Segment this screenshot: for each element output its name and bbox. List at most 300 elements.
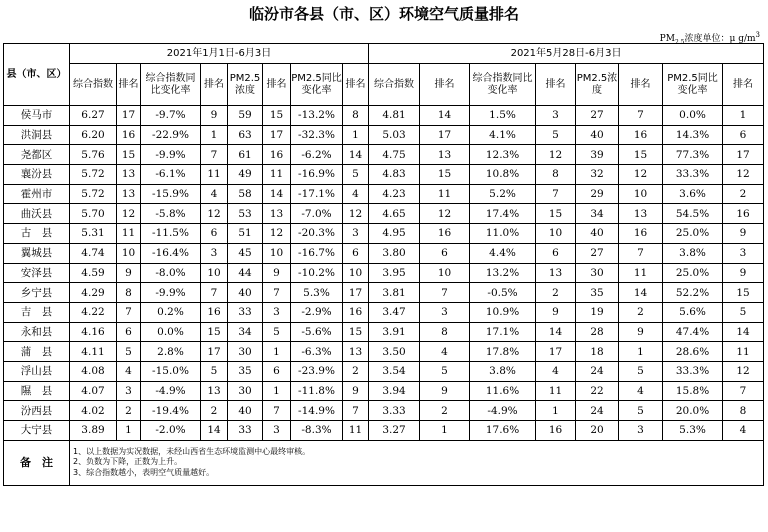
p1-rank-header: 排名: [343, 64, 369, 106]
note-line: 1、以上数据为实况数据，未经山西省生态环境监测中心最终审核。: [73, 446, 311, 456]
table-cell: -8.3%: [291, 421, 343, 441]
table-cell: 5: [117, 342, 141, 362]
table-cell: -23.9%: [291, 361, 343, 381]
table-cell: 4: [723, 421, 764, 441]
table-cell: 13.2%: [470, 263, 536, 283]
table-cell: 2: [723, 184, 764, 204]
table-cell: 3: [117, 381, 141, 401]
table-cell: 4.22: [70, 302, 117, 322]
table-row: [4, 283, 764, 303]
table-cell: 17.1%: [470, 322, 536, 342]
table-cell: 3.89: [70, 421, 117, 441]
county-name-cell: 尧都区: [4, 145, 70, 165]
ranking-table: [3, 43, 764, 486]
table-cell: 12: [536, 145, 576, 165]
table-cell: 11: [201, 165, 228, 185]
county-name-cell: 汾西县: [4, 401, 70, 421]
table-cell: -9.9%: [141, 283, 201, 303]
table-cell: 16: [619, 125, 663, 145]
table-cell: 3: [619, 421, 663, 441]
table-cell: 14.3%: [663, 125, 723, 145]
table-cell: 4: [343, 184, 369, 204]
table-cell: 17.8%: [470, 342, 536, 362]
table-cell: 24: [576, 401, 619, 421]
note-line: 3、综合指数越小，表明空气质量越好。: [73, 467, 215, 477]
p1-composite-index-header: 综合指数: [70, 64, 117, 106]
p2-index-change-header: 综合指数同比变化率: [470, 64, 536, 106]
county-name-cell: 安泽县: [4, 263, 70, 283]
table-cell: 5: [723, 302, 764, 322]
table-cell: 11: [263, 165, 291, 185]
county-name-cell: 大宁县: [4, 421, 70, 441]
table-cell: 6: [420, 243, 470, 263]
table-cell: 2: [420, 401, 470, 421]
table-cell: 32: [576, 165, 619, 185]
table-cell: 9: [420, 381, 470, 401]
table-cell: 0.0%: [141, 322, 201, 342]
p1-index-change-header: 综合指数同比变化率: [141, 64, 201, 106]
table-cell: 6.20: [70, 125, 117, 145]
table-cell: 3.80: [369, 243, 420, 263]
table-row: [4, 322, 764, 342]
table-cell: 25.0%: [663, 263, 723, 283]
table-cell: 40: [228, 401, 263, 421]
table-cell: -11.5%: [141, 224, 201, 244]
table-row: [4, 361, 764, 381]
table-cell: 3.47: [369, 302, 420, 322]
table-cell: -9.9%: [141, 145, 201, 165]
table-cell: 0.0%: [663, 106, 723, 126]
table-cell: 14: [723, 322, 764, 342]
table-cell: 2: [201, 401, 228, 421]
table-cell: 5.72: [70, 184, 117, 204]
table-cell: 10: [263, 243, 291, 263]
table-cell: -14.9%: [291, 401, 343, 421]
table-cell: 2: [343, 361, 369, 381]
county-name-cell: 翼城县: [4, 243, 70, 263]
county-name-cell: 洪洞县: [4, 125, 70, 145]
table-cell: 3.81: [369, 283, 420, 303]
table-row: [4, 263, 764, 283]
table-cell: 12: [343, 204, 369, 224]
table-cell: 39: [576, 145, 619, 165]
p1-rank-header: 排名: [117, 64, 141, 106]
county-name-cell: 永和县: [4, 322, 70, 342]
table-cell: 17: [117, 106, 141, 126]
table-cell: 16: [117, 125, 141, 145]
table-cell: 10: [117, 243, 141, 263]
note-line: 2、负数为下降，正数为上升。: [73, 457, 183, 467]
table-cell: 14: [343, 145, 369, 165]
table-cell: 14: [420, 106, 470, 126]
table-cell: 7: [420, 283, 470, 303]
table-cell: 28: [576, 322, 619, 342]
table-cell: 17.4%: [470, 204, 536, 224]
table-cell: 13: [619, 204, 663, 224]
table-cell: 7: [619, 243, 663, 263]
table-cell: 33: [228, 302, 263, 322]
table-cell: -2.0%: [141, 421, 201, 441]
table-cell: -9.7%: [141, 106, 201, 126]
table-cell: -0.5%: [470, 283, 536, 303]
p1-rank-header: 排名: [263, 64, 291, 106]
table-cell: 13: [343, 342, 369, 362]
table-cell: 3: [201, 243, 228, 263]
table-cell: -16.9%: [291, 165, 343, 185]
county-name-cell: 吉 县: [4, 302, 70, 322]
table-cell: 28.6%: [663, 342, 723, 362]
table-row: [4, 184, 764, 204]
table-cell: 4: [420, 342, 470, 362]
table-row: [4, 381, 764, 401]
table-cell: 22: [576, 381, 619, 401]
table-cell: -17.1%: [291, 184, 343, 204]
table-row: [4, 165, 764, 185]
table-cell: -4.9%: [141, 381, 201, 401]
table-cell: 17: [263, 125, 291, 145]
table-cell: 35: [228, 361, 263, 381]
table-cell: 3.6%: [663, 184, 723, 204]
table-cell: 18: [576, 342, 619, 362]
p1-rank-header: 排名: [201, 64, 228, 106]
table-cell: 16: [263, 145, 291, 165]
table-cell: 53: [228, 204, 263, 224]
table-cell: 27: [576, 106, 619, 126]
table-cell: 33.3%: [663, 165, 723, 185]
table-cell: 8: [343, 106, 369, 126]
table-cell: 7: [619, 106, 663, 126]
table-cell: 11.6%: [470, 381, 536, 401]
p2-rank-header: 排名: [723, 64, 764, 106]
table-cell: -7.0%: [291, 204, 343, 224]
table-cell: 27: [576, 243, 619, 263]
table-cell: 1: [619, 342, 663, 362]
table-cell: -5.8%: [141, 204, 201, 224]
table-cell: 4: [536, 361, 576, 381]
table-cell: 4: [201, 184, 228, 204]
table-cell: 1: [263, 342, 291, 362]
table-cell: 5.6%: [663, 302, 723, 322]
table-cell: 4: [619, 381, 663, 401]
table-cell: 4.81: [369, 106, 420, 126]
table-cell: 10: [619, 184, 663, 204]
table-cell: 15: [619, 145, 663, 165]
table-row: [4, 243, 764, 263]
table-cell: 2: [536, 283, 576, 303]
table-cell: 3: [536, 106, 576, 126]
table-cell: -32.3%: [291, 125, 343, 145]
table-cell: 5.03: [369, 125, 420, 145]
table-cell: -15.9%: [141, 184, 201, 204]
table-cell: 15: [343, 322, 369, 342]
table-cell: -11.8%: [291, 381, 343, 401]
table-cell: 17: [343, 283, 369, 303]
table-cell: 13: [201, 381, 228, 401]
table-cell: 4.4%: [470, 243, 536, 263]
table-row: [4, 302, 764, 322]
county-name-cell: 霍州市: [4, 184, 70, 204]
p2-pm25-change-header: PM2.5同比变化率: [663, 64, 723, 106]
table-cell: -10.2%: [291, 263, 343, 283]
table-cell: 11.0%: [470, 224, 536, 244]
table-cell: 9: [723, 224, 764, 244]
table-body: [4, 106, 764, 441]
table-cell: 14: [536, 322, 576, 342]
table-cell: 4.16: [70, 322, 117, 342]
table-cell: 9: [117, 263, 141, 283]
table-cell: 4.29: [70, 283, 117, 303]
table-cell: 11: [343, 421, 369, 441]
table-row: [4, 224, 764, 244]
table-cell: 6: [723, 125, 764, 145]
table-cell: 9: [263, 263, 291, 283]
table-cell: 40: [576, 224, 619, 244]
table-cell: -19.4%: [141, 401, 201, 421]
county-name-cell: 曲沃县: [4, 204, 70, 224]
table-cell: 3.27: [369, 421, 420, 441]
table-cell: 47.4%: [663, 322, 723, 342]
table-cell: 3.54: [369, 361, 420, 381]
table-cell: 16: [536, 421, 576, 441]
table-cell: 44: [228, 263, 263, 283]
table-cell: 1.5%: [470, 106, 536, 126]
table-cell: 8: [536, 165, 576, 185]
table-cell: 16: [619, 224, 663, 244]
table-cell: 13: [117, 165, 141, 185]
county-name-cell: 襄汾县: [4, 165, 70, 185]
table-cell: 3: [263, 302, 291, 322]
table-cell: 6: [536, 243, 576, 263]
table-cell: 61: [228, 145, 263, 165]
table-cell: 30: [228, 342, 263, 362]
table-cell: 12.3%: [470, 145, 536, 165]
table-cell: 20: [576, 421, 619, 441]
table-cell: 17: [536, 342, 576, 362]
table-cell: 8: [420, 322, 470, 342]
p2-rank-header: 排名: [536, 64, 576, 106]
table-cell: -16.4%: [141, 243, 201, 263]
table-cell: -15.0%: [141, 361, 201, 381]
table-cell: 1: [420, 421, 470, 441]
table-cell: 8: [117, 283, 141, 303]
table-cell: 12: [420, 204, 470, 224]
table-cell: 12: [723, 165, 764, 185]
period1-header: 2021年1月1日-6月3日: [70, 44, 369, 64]
table-cell: 1: [201, 125, 228, 145]
table-row: [4, 421, 764, 441]
table-cell: 12: [619, 165, 663, 185]
table-cell: 51: [228, 224, 263, 244]
table-cell: 10: [420, 263, 470, 283]
table-cell: -6.1%: [141, 165, 201, 185]
table-cell: 2.8%: [141, 342, 201, 362]
table-cell: 52.2%: [663, 283, 723, 303]
table-cell: 7: [343, 401, 369, 421]
table-cell: 4.65: [369, 204, 420, 224]
p2-rank-header: 排名: [619, 64, 663, 106]
table-cell: 1: [536, 401, 576, 421]
table-cell: -6.3%: [291, 342, 343, 362]
table-cell: 15: [420, 165, 470, 185]
table-cell: 3: [263, 421, 291, 441]
table-cell: 3: [420, 302, 470, 322]
table-cell: 17: [201, 342, 228, 362]
table-cell: 12: [201, 204, 228, 224]
table-cell: 9: [536, 302, 576, 322]
table-cell: 15.8%: [663, 381, 723, 401]
table-cell: 4.08: [70, 361, 117, 381]
table-cell: 7: [263, 401, 291, 421]
table-cell: -20.3%: [291, 224, 343, 244]
table-cell: 1: [343, 125, 369, 145]
table-cell: 49: [228, 165, 263, 185]
table-cell: -13.2%: [291, 106, 343, 126]
table-cell: 4.11: [70, 342, 117, 362]
p1-pm25-change-header: PM2.5同比变化率: [291, 64, 343, 106]
table-row: [4, 106, 764, 126]
table-cell: 34: [576, 204, 619, 224]
table-cell: 3.95: [369, 263, 420, 283]
table-cell: 5.3%: [663, 421, 723, 441]
table-cell: 3.50: [369, 342, 420, 362]
table-cell: 17: [420, 125, 470, 145]
table-cell: 11: [420, 184, 470, 204]
table-cell: 6: [343, 243, 369, 263]
table-cell: 4.59: [70, 263, 117, 283]
table-cell: 4.83: [369, 165, 420, 185]
table-cell: 6: [117, 322, 141, 342]
table-row: [4, 204, 764, 224]
table-cell: 14: [263, 184, 291, 204]
table-cell: 1: [117, 421, 141, 441]
table-cell: 3.8%: [470, 361, 536, 381]
table-cell: 15: [723, 283, 764, 303]
p2-pm25-header: PM2.5浓度: [576, 64, 619, 106]
table-cell: 12: [723, 361, 764, 381]
table-cell: 16: [343, 302, 369, 322]
table-cell: -16.7%: [291, 243, 343, 263]
p1-pm25-header: PM2.5浓度: [228, 64, 263, 106]
unit-label: $PM_{2.5}$浓度单位：μ $g/m^3$: [659, 31, 760, 46]
p2-composite-index-header: 综合指数: [369, 64, 420, 106]
table-cell: 11: [117, 224, 141, 244]
table-cell: 15: [117, 145, 141, 165]
table-cell: 6.27: [70, 106, 117, 126]
table-cell: 7: [201, 283, 228, 303]
notes-label: 备 注: [4, 440, 70, 485]
table-cell: 15: [201, 322, 228, 342]
table-cell: 4.95: [369, 224, 420, 244]
table-cell: 14: [619, 283, 663, 303]
table-cell: 5: [619, 401, 663, 421]
table-cell: 19: [576, 302, 619, 322]
notes-cell: [70, 440, 764, 485]
table-cell: 7: [201, 145, 228, 165]
table-cell: -4.9%: [470, 401, 536, 421]
table-cell: 5.76: [70, 145, 117, 165]
table-cell: -5.6%: [291, 322, 343, 342]
table-cell: 3.8%: [663, 243, 723, 263]
table-cell: 6: [263, 361, 291, 381]
page-title: 临汾市各县（市、区）环境空气质量排名: [248, 5, 519, 23]
table-cell: 13: [263, 204, 291, 224]
table-cell: 5: [420, 361, 470, 381]
table-cell: 13: [420, 145, 470, 165]
table-cell: 4.75: [369, 145, 420, 165]
table-cell: 10: [201, 263, 228, 283]
table-cell: 5: [536, 125, 576, 145]
table-cell: 7: [536, 184, 576, 204]
table-cell: 3: [723, 243, 764, 263]
table-cell: 13: [536, 263, 576, 283]
table-cell: 1: [263, 381, 291, 401]
table-cell: 1: [723, 106, 764, 126]
table-cell: 15: [263, 106, 291, 126]
table-cell: 20.0%: [663, 401, 723, 421]
table-cell: 10: [343, 263, 369, 283]
table-cell: 77.3%: [663, 145, 723, 165]
table-cell: 2: [619, 302, 663, 322]
county-name-cell: 隰 县: [4, 381, 70, 401]
p2-rank-header: 排名: [420, 64, 470, 106]
county-name-cell: 侯马市: [4, 106, 70, 126]
table-cell: 12: [117, 204, 141, 224]
table-cell: 9: [723, 263, 764, 283]
table-cell: 16: [201, 302, 228, 322]
table-cell: 30: [576, 263, 619, 283]
table-cell: 63: [228, 125, 263, 145]
table-cell: 16: [420, 224, 470, 244]
table-cell: 16: [723, 204, 764, 224]
table-cell: 17.6%: [470, 421, 536, 441]
table-cell: 12: [263, 224, 291, 244]
table-cell: 5.3%: [291, 283, 343, 303]
table-cell: 33.3%: [663, 361, 723, 381]
table-cell: 4.74: [70, 243, 117, 263]
table-cell: 3.33: [369, 401, 420, 421]
table-cell: 5: [263, 322, 291, 342]
table-cell: 2: [117, 401, 141, 421]
table-cell: 58: [228, 184, 263, 204]
table-cell: 8: [723, 401, 764, 421]
table-cell: 10.9%: [470, 302, 536, 322]
table-cell: 24: [576, 361, 619, 381]
table-row: [4, 401, 764, 421]
table-cell: 4.02: [70, 401, 117, 421]
table-cell: 40: [576, 125, 619, 145]
table-cell: 7: [117, 302, 141, 322]
table-cell: 10: [536, 224, 576, 244]
table-cell: 34: [228, 322, 263, 342]
table-cell: 29: [576, 184, 619, 204]
table-cell: 11: [536, 381, 576, 401]
table-row: [4, 145, 764, 165]
table-cell: 5.72: [70, 165, 117, 185]
table-cell: 40: [228, 283, 263, 303]
table-cell: 9: [201, 106, 228, 126]
table-cell: 3.91: [369, 322, 420, 342]
table-cell: 7: [263, 283, 291, 303]
table-row: [4, 125, 764, 145]
table-cell: -6.2%: [291, 145, 343, 165]
table-cell: 5.70: [70, 204, 117, 224]
county-name-cell: 蒲 县: [4, 342, 70, 362]
table-cell: 14: [201, 421, 228, 441]
table-cell: 0.2%: [141, 302, 201, 322]
table-cell: 9: [619, 322, 663, 342]
table-cell: 15: [536, 204, 576, 224]
table-cell: 25.0%: [663, 224, 723, 244]
